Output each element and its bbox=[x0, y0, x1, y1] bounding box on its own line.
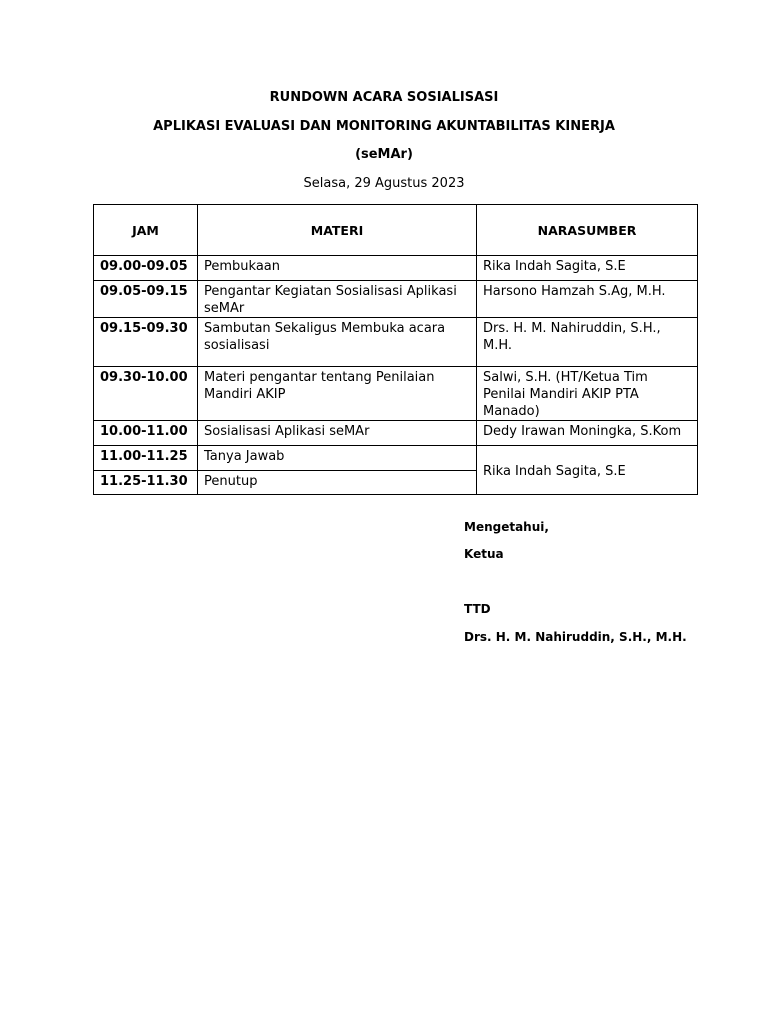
table-row bbox=[94, 318, 698, 367]
column-header-narasumber: NARASUMBER bbox=[477, 205, 698, 256]
topic-cell: Sambutan Sekaligus Membuka acara sosialisasi bbox=[198, 318, 477, 367]
time-cell: 10.00-11.00 bbox=[94, 421, 198, 446]
table-row bbox=[94, 367, 698, 421]
time-cell: 11.25-11.30 bbox=[94, 471, 198, 495]
table-row bbox=[94, 281, 698, 318]
topic-cell: Sosialisasi Aplikasi seMAr bbox=[198, 421, 477, 446]
event-date: Selasa, 29 Agustus 2023 bbox=[303, 176, 465, 191]
document-title: RUNDOWN ACARA SOSIALISASI bbox=[269, 90, 499, 105]
time-cell: 09.05-09.15 bbox=[94, 281, 198, 318]
topic-cell: Penutup bbox=[198, 471, 477, 495]
topic-cell: Pembukaan bbox=[198, 256, 477, 281]
acknowledged-label: Mengetahui, bbox=[464, 520, 549, 534]
signer-name: Drs. H. M. Nahiruddin, S.H., M.H. bbox=[464, 630, 687, 644]
topic-cell: Materi pengantar tentang Penilaian Mandiri AKIP bbox=[198, 367, 477, 421]
speaker-cell: Rika Indah Sagita, S.E bbox=[477, 256, 698, 281]
speaker-cell: Harsono Hamzah S.Ag, M.H. bbox=[477, 281, 698, 318]
speaker-cell: Dedy Irawan Moningka, S.Kom bbox=[477, 421, 698, 446]
column-header-materi: MATERI bbox=[198, 205, 477, 256]
signed-marker: TTD bbox=[464, 602, 491, 616]
time-cell: 09.15-09.30 bbox=[94, 318, 198, 367]
table-row bbox=[94, 446, 698, 471]
document-subtitle: APLIKASI EVALUASI DAN MONITORING AKUNTABILITAS KINERJA bbox=[153, 119, 615, 134]
time-cell: 09.00-09.05 bbox=[94, 256, 198, 281]
time-cell: 09.30-10.00 bbox=[94, 367, 198, 421]
table-header-row bbox=[94, 205, 698, 256]
speaker-cell-merged: Rika Indah Sagita, S.E bbox=[477, 446, 698, 495]
application-abbreviation: (seMAr) bbox=[355, 147, 413, 162]
speaker-cell: Drs. H. M. Nahiruddin, S.H., M.H. bbox=[477, 318, 698, 367]
time-cell: 11.00-11.25 bbox=[94, 446, 198, 471]
table-row bbox=[94, 256, 698, 281]
column-header-jam: JAM bbox=[94, 205, 198, 256]
speaker-cell: Salwi, S.H. (HT/Ketua Tim Penilai Mandiri AKIP PTA Manado) bbox=[477, 367, 698, 421]
signer-position: Ketua bbox=[464, 547, 504, 561]
topic-cell: Tanya Jawab bbox=[198, 446, 477, 471]
table-row bbox=[94, 421, 698, 446]
topic-cell: Pengantar Kegiatan Sosialisasi Aplikasi seMAr bbox=[198, 281, 477, 318]
rundown-table bbox=[93, 204, 698, 495]
